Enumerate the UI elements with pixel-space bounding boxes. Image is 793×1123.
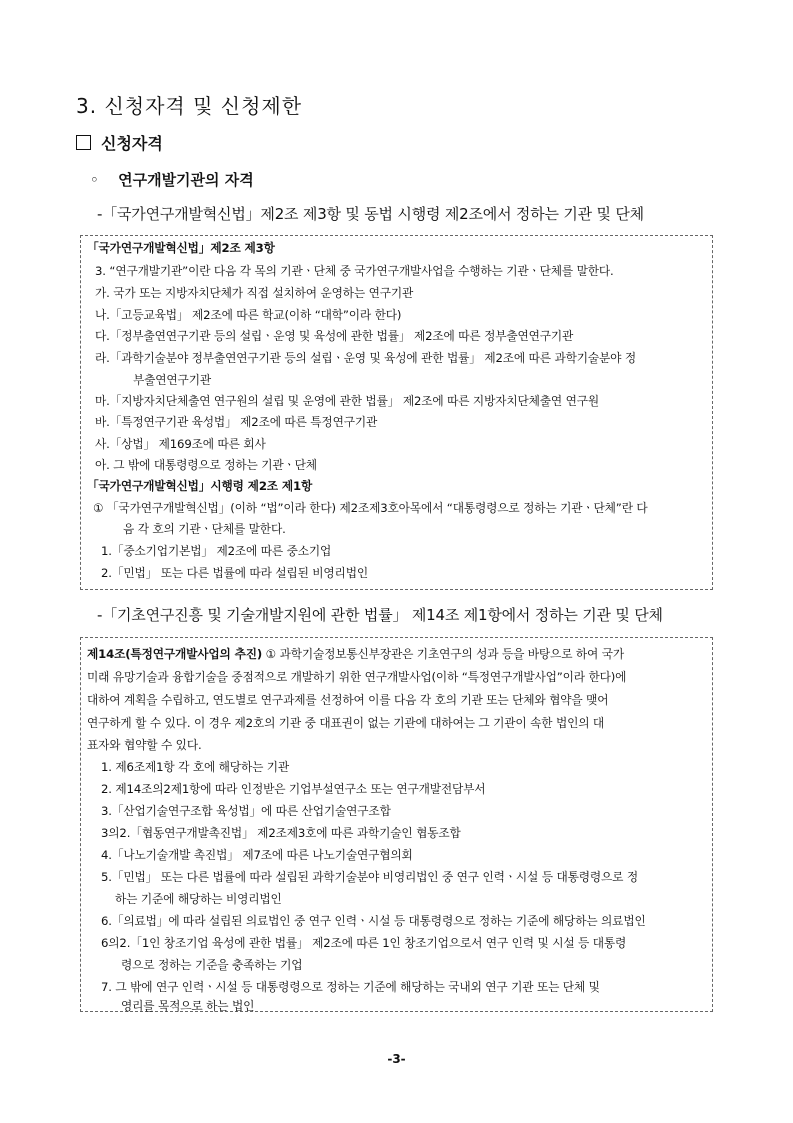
law-line: 6의2.「1인 창조기업 육성에 관한 법률」 제2조에 따른 1인 창조기업으로서 연구 인력 및 시설 등 대통령 — [101, 936, 627, 950]
law-text: ① 과학기술정보통신부장관은 기초연구의 성과 등을 바탕으로 하여 국가 — [265, 647, 625, 661]
law-line: 2. 제14조의2제1항에 따라 인정받은 기업부설연구소 또는 연구개발전담부서 — [101, 782, 486, 796]
law-line: 2.「민법」 또는 다른 법률에 따라 설립된 비영리법인 — [101, 566, 368, 580]
law-line: 대하여 계획을 수립하고, 연도별로 연구과제를 선정하여 이를 다음 각 호의 기관 또는 단체와 협약을 맺어 — [87, 693, 609, 707]
checkbox-square-icon — [76, 135, 91, 150]
law-article-title: 제14조(특정연구개발사업의 추진) — [87, 647, 263, 661]
circle-bullet-icon: ◦ — [90, 171, 99, 189]
dash-item-2: -「기초연구진흥 및 기술개발지원에 관한 법률」 제14조 제1항에서 정하는 기관 및 단체 — [97, 606, 663, 624]
law-line: 아. 그 밖에 대통령령으로 정하는 기관ㆍ단체 — [95, 458, 317, 472]
subtitle — [76, 131, 163, 154]
subtitle-text: 신청자격 — [101, 134, 163, 153]
law-line: 령으로 정하는 기준을 충족하는 기업 — [121, 958, 303, 972]
law-line: 3.「산업기술연구조합 육성법」에 따른 산업기술연구조합 — [101, 804, 391, 818]
law-line: ① 「국가연구개발혁신법」(이하 “법”이라 한다) 제2조제3호아목에서 “대통령령으로 정하는 기관ㆍ단체”란 다 — [93, 501, 648, 515]
page-number: -3- — [387, 1052, 406, 1066]
law-line: 7. 그 밖에 연구 인력ㆍ시설 등 대통령령으로 정하는 기준에 해당하는 국내외 연구 기관 또는 단체 및 — [101, 980, 600, 994]
bullet-heading — [90, 169, 254, 190]
law-line: 나.「고등교육법」 제2조에 따른 학교(이하 “대학”이라 한다) — [95, 308, 402, 322]
law-line: 표자와 협약할 수 있다. — [87, 738, 202, 752]
law-line: 부출연연구기관 — [133, 373, 211, 387]
law-line: 3의2.「협동연구개발촉진법」 제2조제3호에 따른 과학기술인 협동조합 — [101, 826, 461, 840]
law-line: 사.「상법」 제169조에 따른 회사 — [95, 437, 266, 451]
law-line: 하는 기준에 해당하는 비영리법인 — [115, 892, 282, 906]
law-line: 영리를 목적으로 하는 법인 — [121, 999, 255, 1013]
law-excerpt-box-2 — [80, 637, 713, 1012]
law-line: 1. 제6조제1항 각 호에 해당하는 기관 — [101, 760, 290, 774]
law-line: 5.「민법」 또는 다른 법률에 따라 설립된 과학기술분야 비영리법인 중 연구 인력ㆍ시설 등 대통령령으로 정 — [101, 870, 639, 884]
bullet-heading-text: 연구개발기관의 자격 — [118, 171, 254, 189]
law-line: 다.「정부출연연구기관 등의 설립ㆍ운영 및 육성에 관한 법률」 제2조에 따른 정부출연연구기관 — [95, 329, 574, 343]
dash-item-1: -「국가연구개발혁신법」제2조 제3항 및 동법 시행령 제2조에서 정하는 기관 및 단체 — [97, 205, 644, 223]
law-line: 라.「과학기술분야 정부출연연구기관 등의 설립ㆍ운영 및 육성에 관한 법률」 제2조에 따른 과학기술분야 정 — [95, 351, 637, 365]
law-excerpt-box-1 — [80, 235, 713, 590]
law-title: 「국가연구개발혁신법」제2조 제3항 — [87, 241, 275, 255]
law-line: 6.「의료법」에 따라 설립된 의료법인 중 연구 인력ㆍ시설 등 대통령령으로 정하는 기준에 해당하는 의료법인 — [101, 914, 646, 928]
law-line: 바.「특정연구기관 육성법」 제2조에 따른 특정연구기관 — [95, 415, 378, 429]
law-line: 마.「지방자치단체출연 연구원의 설립 및 운영에 관한 법률」 제2조에 따른 지방자치단체출연 연구원 — [95, 394, 600, 408]
law-line: 음 각 호의 기관ㆍ단체를 말한다. — [123, 522, 286, 536]
law-line: 3. “연구개발기관”이란 다음 각 목의 기관ㆍ단체 중 국가연구개발사업을 수행하는 기관ㆍ단체를 말한다. — [95, 264, 614, 278]
law-line: 가. 국가 또는 지방자치단체가 직접 설치하여 운영하는 연구기관 — [95, 286, 414, 300]
law-line: 1.「중소기업기본법」 제2조에 따른 중소기업 — [101, 544, 332, 558]
law-line: 미래 유망기술과 융합기술을 중점적으로 개발하기 위한 연구개발사업(이하 “특정연구개발사업”이라 한다)에 — [87, 670, 627, 684]
law-line: 4.「나노기술개발 촉진법」 제7조에 따른 나노기술연구협의회 — [101, 848, 413, 862]
law-title: 「국가연구개발혁신법」시행령 제2조 제1항 — [87, 479, 313, 493]
law-paragraph-start — [87, 646, 624, 662]
section-title: 3. 신청자격 및 신청제한 — [76, 94, 303, 118]
law-line: 연구하게 할 수 있다. 이 경우 제2호의 기관 중 대표권이 없는 기관에 대하여는 그 기관이 속한 법인의 대 — [87, 716, 605, 730]
